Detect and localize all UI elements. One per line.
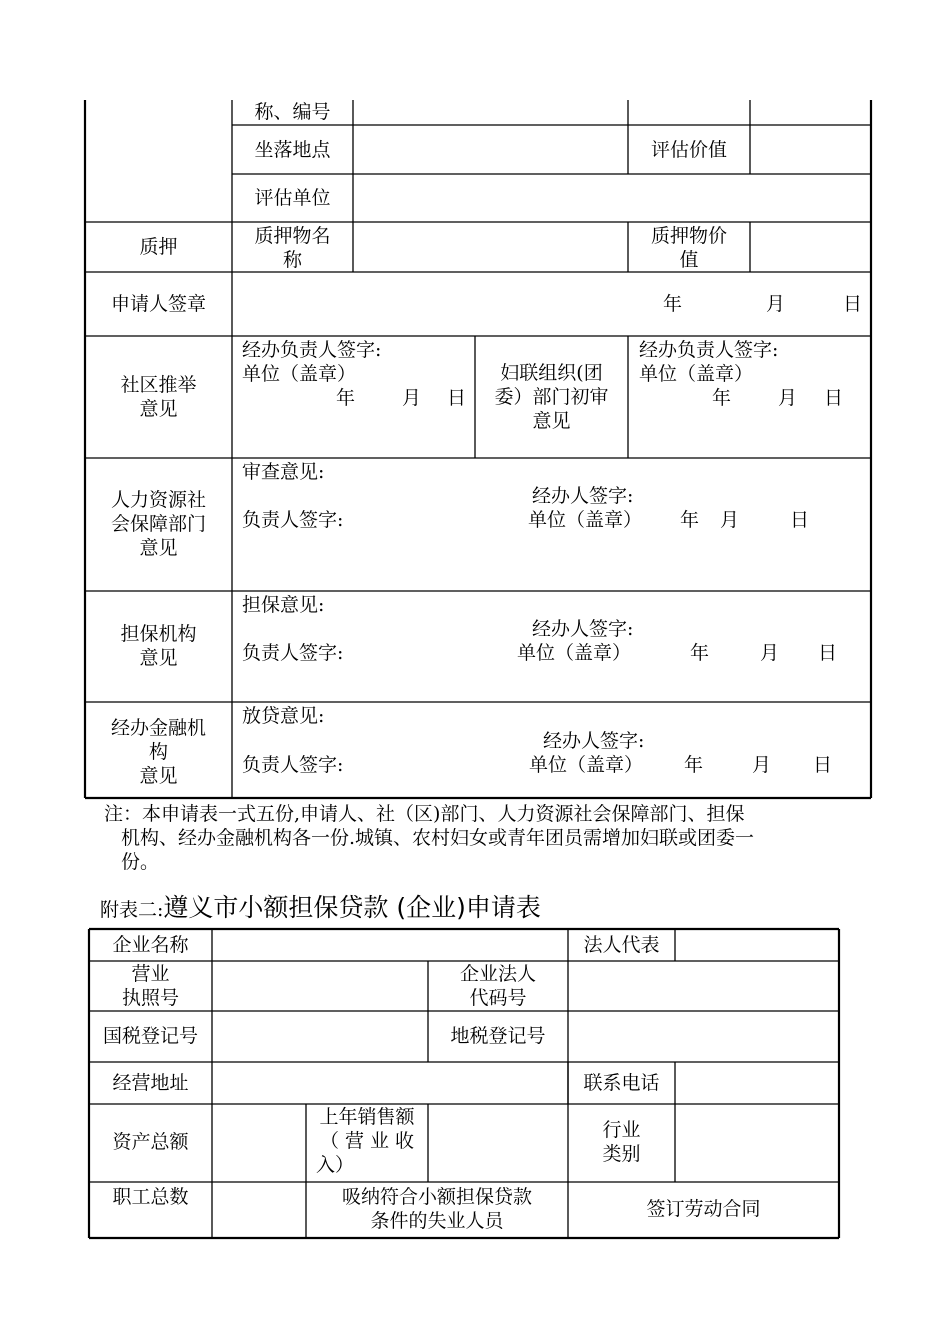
national-tax-label: 国税登记号 <box>102 1025 198 1047</box>
guarantee-month: 月 <box>760 642 780 664</box>
hr-unit: 单位（盖章） <box>528 509 643 531</box>
footnote-line-2: 机构、经办金融机构各一份.城镇、农村妇女或青年团员需增加妇联或团委一 <box>121 827 755 849</box>
finance-year: 年 <box>684 754 704 776</box>
pledge-name-label-1: 质押物名 <box>254 225 331 247</box>
women-label-1: 妇联组织(团 <box>500 362 603 384</box>
footnote <box>104 802 874 874</box>
unemployed-label-1: 吸纳符合小额担保贷款 <box>341 1186 532 1208</box>
finance-label-2: 构 <box>148 741 168 763</box>
applicant-day: 日 <box>843 293 863 315</box>
community-sign: 经办负责人签字: <box>242 339 382 361</box>
hr-label-1: 人力资源社 <box>110 489 206 511</box>
finance-opinion: 放贷意见: <box>242 705 325 727</box>
phone-label: 联系电话 <box>583 1072 660 1094</box>
appraised-value-label: 评估价值 <box>650 139 727 161</box>
industry-label-2: 类别 <box>602 1143 641 1165</box>
community-day: 日 <box>447 387 467 409</box>
address-label: 经营地址 <box>112 1072 189 1094</box>
guarantee-unit: 单位（盖章） <box>517 642 632 664</box>
finance-label-3: 意见 <box>139 765 178 787</box>
hr-handler-sign: 经办人签字: <box>532 485 634 507</box>
guarantee-day: 日 <box>818 642 838 664</box>
women-label-2: 委）部门初审 <box>494 386 609 408</box>
unemployed-label-2: 条件的失业人员 <box>370 1210 504 1232</box>
community-year: 年 <box>336 387 356 409</box>
guarantee-year: 年 <box>690 642 710 664</box>
pledge-name-label-2: 称 <box>282 249 302 271</box>
women-label-3: 意见 <box>532 410 571 432</box>
location-label: 坐落地点 <box>254 139 331 161</box>
industry-label-1: 行业 <box>602 1119 641 1141</box>
employees-label: 职工总数 <box>112 1186 189 1208</box>
contract-label: 签订劳动合同 <box>646 1198 761 1220</box>
guarantee-label-1: 担保机构 <box>120 623 197 645</box>
company-name-label: 企业名称 <box>112 934 189 956</box>
applicant-sign-label: 申请人签章 <box>110 293 206 315</box>
guarantee-label-2: 意见 <box>139 647 178 669</box>
hr-label-3: 意见 <box>139 537 178 559</box>
sales-label-3: 入） <box>316 1154 355 1176</box>
hr-chief-sign: 负责人签字: <box>242 509 344 531</box>
women-year: 年 <box>712 387 732 409</box>
hr-label-2: 会保障部门 <box>110 513 206 535</box>
legal-rep-label: 法人代表 <box>583 934 660 956</box>
finance-month: 月 <box>752 754 772 776</box>
applicant-year: 年 <box>663 293 683 315</box>
guarantee-chief-sign: 负责人签字: <box>242 642 344 664</box>
finance-handler-sign: 经办人签字: <box>543 730 645 752</box>
business-license-label-2: 执照号 <box>121 987 179 1009</box>
pledge-value-label-1: 质押物价 <box>650 225 727 247</box>
community-label-1: 社区推举 <box>120 374 197 396</box>
pledge-value-label-2: 值 <box>679 249 699 271</box>
footnote-line-1: 注：本申请表一式五份,申请人、社（区)部门、人力资源社会保障部门、担保 <box>104 803 745 825</box>
appendix-main-title: 遵义市小额担保贷款 (企业)申请表 <box>163 893 541 922</box>
hr-month: 月 <box>720 509 740 531</box>
women-unit: 单位（盖章） <box>639 363 754 385</box>
finance-chief-sign: 负责人签字: <box>242 754 344 776</box>
name-number-label: 称、编号 <box>254 101 331 123</box>
guarantee-opinion: 担保意见: <box>242 594 325 616</box>
women-sign: 经办负责人签字: <box>639 339 779 361</box>
women-day: 日 <box>824 387 844 409</box>
appraiser-label: 评估单位 <box>254 187 331 209</box>
total-assets-label: 资产总额 <box>112 1131 189 1153</box>
hr-day: 日 <box>790 509 810 531</box>
hr-opinion: 审查意见: <box>242 461 325 483</box>
applicant-month: 月 <box>766 293 786 315</box>
community-unit: 单位（盖章） <box>242 363 357 385</box>
corp-code-label-2: 代码号 <box>469 987 527 1009</box>
business-license-label-1: 营业 <box>131 963 170 985</box>
hr-year: 年 <box>680 509 700 531</box>
finance-day: 日 <box>813 754 833 776</box>
sales-label-1: 上年销售额 <box>319 1106 415 1128</box>
appendix-prefix: 附表二: <box>100 899 164 921</box>
finance-unit: 单位（盖章） <box>529 754 644 776</box>
finance-label-1: 经办金融机 <box>110 717 206 739</box>
appendix-title <box>100 888 541 924</box>
guarantee-handler-sign: 经办人签字: <box>532 618 634 640</box>
pledge-label: 质押 <box>139 236 178 258</box>
footnote-line-3: 份。 <box>121 851 160 873</box>
community-month: 月 <box>402 387 422 409</box>
women-month: 月 <box>778 387 798 409</box>
corp-code-label-1: 企业法人 <box>459 963 536 985</box>
sales-label-2: （ 营 业 收 <box>319 1130 415 1152</box>
community-label-2: 意见 <box>139 398 178 420</box>
local-tax-label: 地税登记号 <box>450 1025 546 1047</box>
